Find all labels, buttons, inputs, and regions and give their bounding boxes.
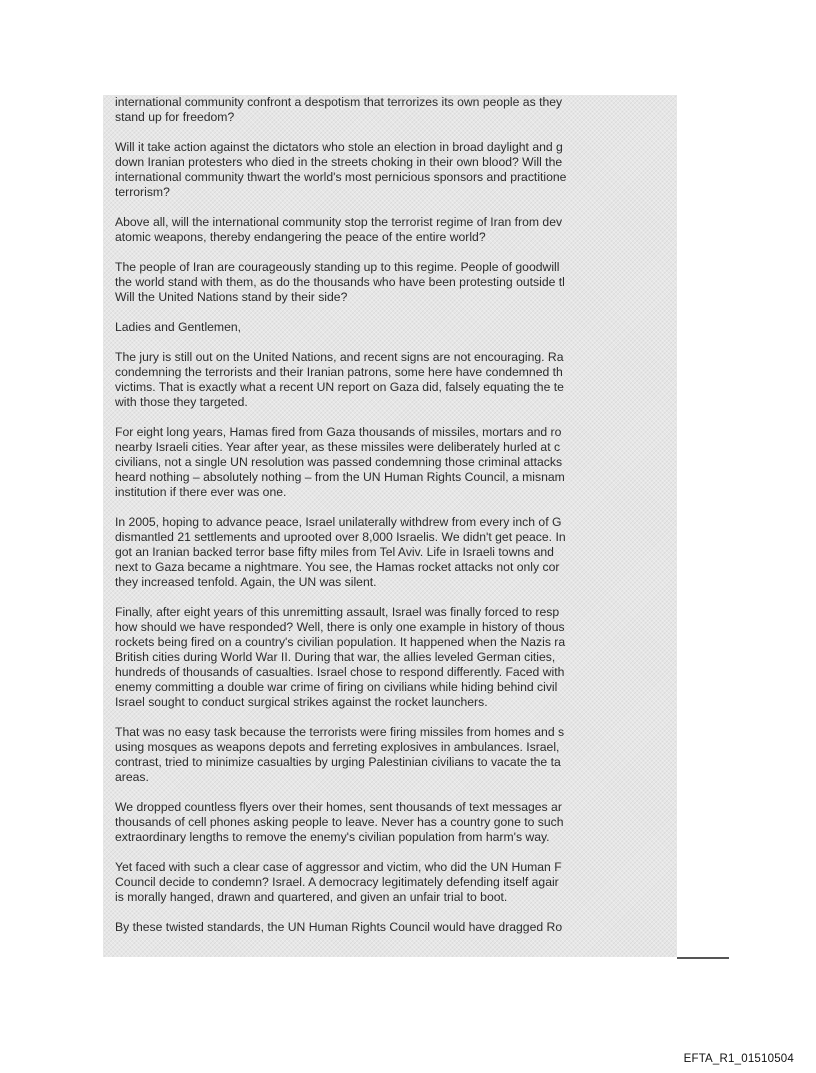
text-line: areas.: [115, 770, 149, 784]
text-line: condemning the terrorists and their Iranian patrons, some here have condemned th: [115, 365, 563, 379]
text-line: extraordinary lengths to remove the enemy's civilian population from harm's way.: [115, 830, 550, 844]
text-line: institution if there ever was one.: [115, 485, 287, 499]
text-line: the world stand with them, as do the thousands who have been protesting outside tl: [115, 275, 565, 289]
text-line: next to Gaza became a nightmare. You see, the Hamas rocket attacks not only cor: [115, 560, 560, 574]
text-line: atomic weapons, thereby endangering the peace of the entire world?: [115, 230, 486, 244]
paragraph: [115, 425, 677, 500]
paragraph: [115, 800, 677, 845]
paragraph: [115, 260, 677, 305]
text-line: Above all, will the international community stop the terrorist regime of Iran from dev: [115, 215, 563, 229]
text-line: That was no easy task because the terrorists were firing missiles from homes and s: [115, 725, 565, 739]
paragraph: [115, 320, 677, 335]
paragraph: [115, 350, 677, 410]
paragraph: [115, 725, 677, 785]
text-line: civilians, not a single UN resolution was passed condemning those criminal attacks: [115, 455, 563, 469]
text-line: We dropped countless flyers over their homes, sent thousands of text messages ar: [115, 800, 562, 814]
bates-number: EFTA_R1_01510504: [683, 1053, 794, 1065]
text-line: Will the United Nations stand by their side?: [115, 290, 348, 304]
text-line: rockets being fired on a country's civilian population. It happened when the Nazis ra: [115, 635, 566, 649]
text-line: Ladies and Gentlemen,: [115, 320, 242, 334]
text-line: enemy committing a double war crime of firing on civilians while hiding behind civil: [115, 680, 558, 694]
text-line: how should we have responded? Well, there is only one example in history of thous: [115, 620, 565, 634]
paragraph: [115, 95, 677, 125]
text-line: Finally, after eight years of this unremitting assault, Israel was finally forced to resp: [115, 605, 560, 619]
text-line: hundreds of thousands of casualties. Israel chose to respond differently. Faced with: [115, 665, 565, 679]
text-line: Will it take action against the dictators who stole an election in broad daylight and g: [115, 140, 563, 154]
text-line: The jury is still out on the United Nations, and recent signs are not encouraging. Ra: [115, 350, 564, 364]
text-line: Yet faced with such a clear case of aggressor and victim, who did the UN Human F: [115, 860, 562, 874]
paragraph: [115, 860, 677, 905]
text-line: nearby Israeli cities. Year after year, as these missiles were deliberately hurled at c: [115, 440, 561, 454]
paragraph: [115, 515, 677, 590]
text-line: heard nothing – absolutely nothing – from the UN Human Rights Council, a misnam: [115, 470, 565, 484]
text-line: got an Iranian backed terror base fifty miles from Tel Aviv. Life in Israeli towns and: [115, 545, 554, 559]
text-line: The people of Iran are courageously standing up to this regime. People of goodwill: [115, 260, 560, 274]
text-line: contrast, tried to minimize casualties by urging Palestinian civilians to vacate the ta: [115, 755, 561, 769]
text-line: down Iranian protesters who died in the streets choking in their own blood? Will the: [115, 155, 563, 169]
text-line: dismantled 21 settlements and uprooted over 8,000 Israelis. We didn't get peace. In: [115, 530, 566, 544]
text-line: victims. That is exactly what a recent UN report on Gaza did, falsely equating the te: [115, 380, 564, 394]
text-line: For eight long years, Hamas fired from Gaza thousands of missiles, mortars and ro: [115, 425, 562, 439]
page-break-rule: [677, 957, 729, 959]
text-line: international community thwart the world's most pernicious sponsors and practitione: [115, 170, 567, 184]
paragraph: [115, 215, 677, 245]
speech-text: [115, 95, 677, 950]
text-line: with those they targeted.: [115, 395, 248, 409]
paragraph: [115, 605, 677, 710]
text-line: is morally hanged, drawn and quartered, and given an unfair trial to boot.: [115, 890, 508, 904]
text-line: terrorism?: [115, 185, 170, 199]
text-line: Israel sought to conduct surgical strikes against the rocket launchers.: [115, 695, 488, 709]
text-line: British cities during World War II. During that war, the allies leveled German cities,: [115, 650, 556, 664]
paragraph: [115, 140, 677, 200]
text-line: Council decide to condemn? Israel. A democracy legitimately defending itself agair: [115, 875, 559, 889]
paragraph: [115, 920, 677, 935]
text-line: In 2005, hoping to advance peace, Israel unilaterally withdrew from every inch of G: [115, 515, 562, 529]
text-line: stand up for freedom?: [115, 110, 235, 124]
text-line: By these twisted standards, the UN Human Rights Council would have dragged Ro: [115, 920, 563, 934]
redaction-shaded-text-block: [103, 95, 677, 957]
text-line: using mosques as weapons depots and ferreting explosives in ambulances. Israel,: [115, 740, 560, 754]
text-line: international community confront a despotism that terrorizes its own people as they: [115, 95, 563, 109]
text-line: they increased tenfold. Again, the UN was silent.: [115, 575, 377, 589]
text-line: thousands of cell phones asking people to leave. Never has a country gone to such: [115, 815, 564, 829]
